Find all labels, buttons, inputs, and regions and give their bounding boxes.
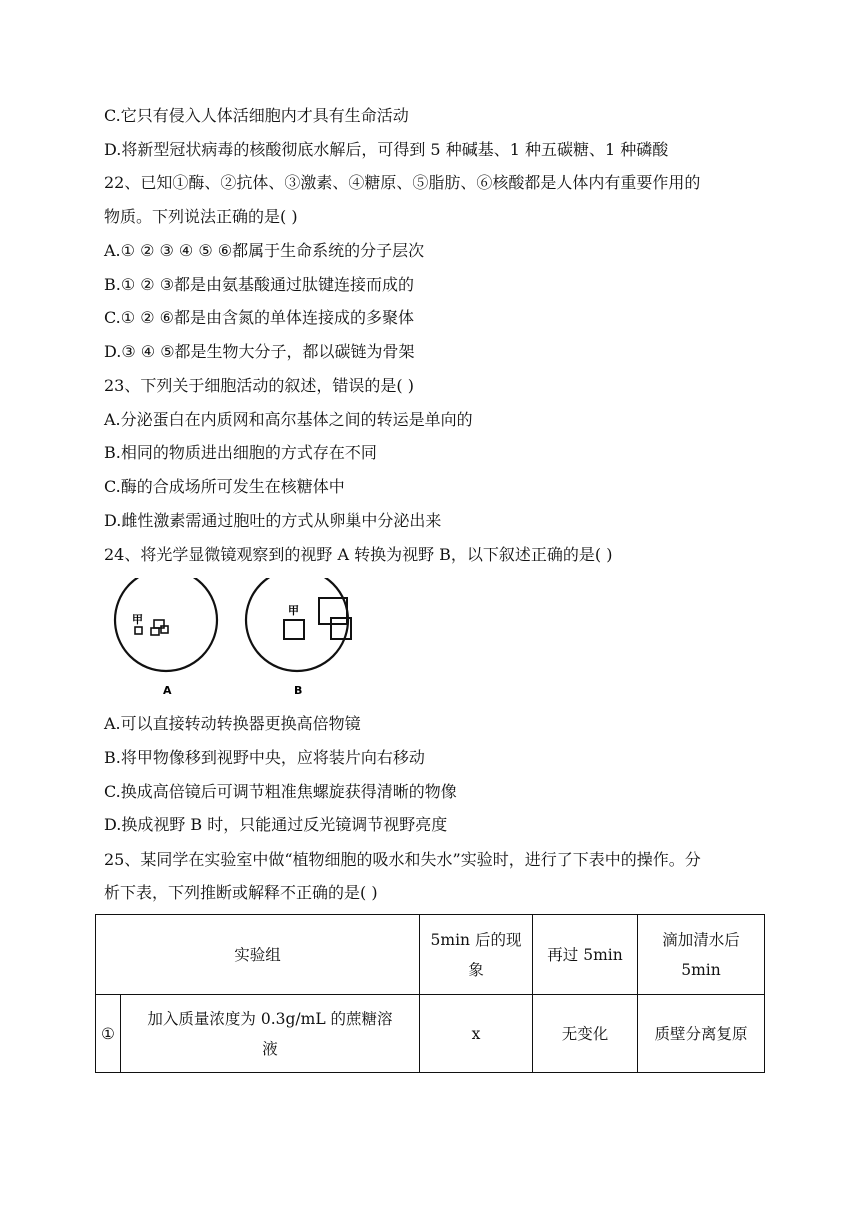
option-c-q24: C.换成高倍镜后可调节粗准焦螺旋获得清晰的物像 — [104, 782, 457, 801]
option-d-q21: D.将新型冠状病毒的核酸彻底水解后，可得到 5 种碱基、1 种五碳糖、1 种磷酸 — [104, 140, 669, 159]
label-field-a: A — [163, 684, 172, 697]
question-25-stem: 25、某同学在实验室中做“植物细胞的吸水和失水”实验时，进行了下表中的操作。分 — [104, 850, 701, 869]
row-water-5min: 质壁分离复原 — [638, 995, 765, 1073]
option-b-q23: B.相同的物质进出细胞的方式存在不同 — [104, 443, 377, 462]
option-b-q24: B.将甲物像移到视野中央，应将装片向右移动 — [104, 748, 425, 767]
field-b-mark: 甲 — [288, 604, 299, 617]
option-c-q21: C.它只有侵入人体活细胞内才具有生命活动 — [104, 106, 409, 125]
option-c-q23: C.酶的合成场所可发生在核糖体中 — [104, 477, 345, 496]
option-a-q22: A.① ② ③ ④ ⑤ ⑥都属于生命系统的分子层次 — [104, 241, 425, 260]
microscope-fields-figure — [108, 578, 368, 700]
experiment-table — [95, 914, 765, 1073]
option-d-q22: D.③ ④ ⑤都是生物大分子，都以碳链为骨架 — [104, 342, 415, 361]
header-group: 实验组 — [96, 915, 420, 995]
row-again-5min: 无变化 — [533, 995, 638, 1073]
option-b-q22: B.① ② ③都是由氨基酸通过肽键连接而成的 — [104, 275, 415, 294]
option-a-q24: A.可以直接转动转换器更换高倍物镜 — [104, 714, 361, 733]
question-23-stem: 23、下列关于细胞活动的叙述，错误的是( ) — [104, 376, 414, 395]
question-22-stem-cont: 物质。下列说法正确的是( ) — [104, 207, 298, 226]
option-d-q23: D.雌性激素需通过胞吐的方式从卵巢中分泌出来 — [104, 511, 442, 530]
label-field-b: B — [294, 684, 303, 697]
question-25-stem-cont: 析下表，下列推断或解释不正确的是( ) — [104, 883, 378, 902]
question-22-stem: 22、已知①酶、②抗体、③激素、④糖原、⑤脂肪、⑥核酸都是人体内有重要作用的 — [104, 173, 701, 192]
header-again-5min: 再过 5min — [533, 915, 638, 995]
table-row — [96, 995, 765, 1073]
option-a-q23: A.分泌蛋白在内质网和高尔基体之间的转运是单向的 — [104, 410, 473, 429]
row-number: ① — [96, 995, 121, 1073]
table-header-row — [96, 915, 765, 995]
header-water-5min: 滴加清水后 5min — [638, 915, 765, 995]
option-d-q24: D.换成视野 B 时，只能通过反光镜调节视野亮度 — [104, 815, 448, 834]
row-after-5min: x — [420, 995, 533, 1073]
question-24-stem: 24、将光学显微镜观察到的视野 A 转换为视野 B，以下叙述正确的是( ) — [104, 545, 613, 564]
field-a-mark: 甲 — [132, 613, 143, 626]
option-c-q22: C.① ② ⑥都是由含氮的单体连接成的多聚体 — [104, 308, 414, 327]
header-after-5min: 5min 后的现 象 — [420, 915, 533, 995]
row-treatment: 加入质量浓度为 0.3g/mL 的蔗糖溶 液 — [121, 995, 420, 1073]
